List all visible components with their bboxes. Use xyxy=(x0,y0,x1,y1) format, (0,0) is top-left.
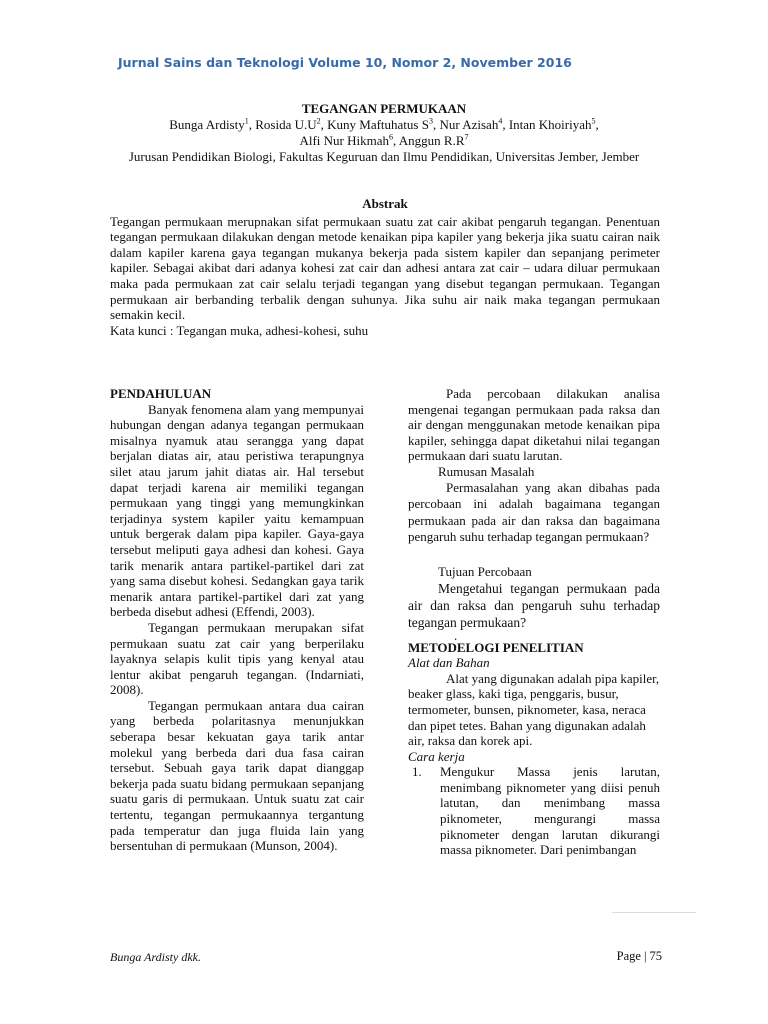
author-name: Alfi Nur Hikmah xyxy=(299,133,389,148)
keywords: Kata kunci : Tegangan muka, adhesi-kohesi, suhu xyxy=(110,322,369,338)
author-sup: 5 xyxy=(591,116,596,126)
author-sup: 6 xyxy=(389,132,393,142)
abstract-section xyxy=(110,196,660,338)
abstract-text: Tegangan permukaan merupnakan sifat permukaan suatu zat cair akibat pengaruh tegangan. Penentuan tegangan permukaan dilakukan dengan metode kenaikan pipa kapiler yang bekerja jika suatu cairan naik dalam kapiler karena gaya tegangan mukanya bekerja pada sistem kapiler dan sepanjang perimeter kapiler. Sebagai akibat dari adanya kohesi zat cair dan adhesi antara zat cair – udara diluar permukaan maka pada permukaan zat cair selalu terjadi tegangan yang disebut tegangan permukaan. Tegangan permukaan air berbanding terbalik dengan suhunya. Jika suhu air naik maka tegangan permukaan semakin kecil. xyxy=(110,213,660,323)
author-sup: 2 xyxy=(316,116,321,126)
right-column xyxy=(408,386,660,858)
paragraph: Tegangan permukaan antara dua cairan yang berbeda polaritasnya menunjukkan seberapa besar kekuatan gaya tarik antar molekul yang berbeda dari dua fasa cairan tersebut. Sebuah gaya tarik dapat dianggap bekerja pada suatu bidang permukaan sepanjang suatu garis di permukaan. Untuk suatu zat cair tertentu, tegangan permukaannya tergantung pada temperatur dan juga fluida lain yang bersentuhan di permukaan (Munson, 2004). xyxy=(110,697,364,854)
author-name: Kuny Maftuhatus S xyxy=(327,117,429,132)
spacer xyxy=(408,546,660,564)
stray-dot: . xyxy=(454,627,458,643)
author-name: Anggun R.R xyxy=(398,133,465,148)
section-heading-metodologi: METODELOGI PENELITIAN xyxy=(408,639,584,655)
page-label: Page xyxy=(616,949,641,963)
author-sup: 4 xyxy=(498,116,503,126)
author-name: Bunga Ardisty xyxy=(169,117,245,132)
list-item xyxy=(408,764,660,858)
authors-line-2: Alfi Nur Hikmah$^6$, Anggun $R.R^7$ xyxy=(299,132,469,148)
left-column xyxy=(110,386,364,854)
page-separator: | xyxy=(643,949,647,963)
affiliation: Jurusan Pendidikan Biologi, Fakultas Keguruan dan Ilmu Pendidikan, Universitas Jember, Jember xyxy=(128,149,640,164)
author-sup: 1 xyxy=(244,116,249,126)
author-name: Intan Khoiriyah xyxy=(508,117,592,132)
rumusan-heading: Rumusan Masalah xyxy=(438,463,535,479)
tujuan-text: Mengetahui tegangan permukaan pada air dan raksa dan pengaruh suhu terhadap tegangan permukaan? xyxy=(408,580,660,630)
author-sup: 7 xyxy=(464,132,469,142)
paragraph: Banyak fenomena alam yang mempunyai hubungan dengan adanya tegangan permukaan misalnya nyamuk atau serangga yang dapat berjalan diatas air, atau peristiwa terapungnya silet atau jarum jahit diatas air. Hal tersebut dapat terjadi karena air memiliki tegangan permukaan yang tinggi yang memungkinkan terjadinya system kapiler yaitu kemampuan untuk bergerak dalam pipa kapiler. Gaya-gaya tersebut meliputi gaya adhesi dan kohesi. Gaya tarik menarik antara partikel-partikel dari zat yang sama disebut kohesi. Sedangkan gaya tarik menarik antara partikel-partikel dari zat yang berbeda disebut adhesi (Effendi, 2003). xyxy=(110,401,364,620)
author-sup: 3 xyxy=(428,116,433,126)
divider xyxy=(612,912,696,913)
alat-text: Alat yang digunakan adalah pipa kapiler, beaker glass, kaki tiga, penggaris, busur, termometer, bunsen, piknometer, kasa, neraca dan pipet tetes. Bahan yang digunakan adalah air, raksa dan korek api. xyxy=(408,670,660,749)
paragraph: Tegangan permukaan merupakan sifat permukaan suatu zat cair yang berperilaku layaknya selapis kulit tipis yang kenyal atau lentur akibat pengaruh tegangan. (Indarniati, 2008). xyxy=(110,619,364,698)
tujuan-heading: Tujuan Percobaan xyxy=(438,563,532,579)
author-name: Rosida U.U xyxy=(255,117,317,132)
section-heading-pendahuluan: PENDAHULUAN xyxy=(110,386,212,401)
paragraph-intro: Pada percobaan dilakukan analisa mengenai tegangan permukaan pada raksa dan air dengan menggunakan metode kenaikan pipa kapiler, sehingga dapat diketahui nilai tegangan permukaan dari suatu larutan. xyxy=(408,386,660,464)
title-block xyxy=(108,101,660,165)
footer-author: Bunga Ardisty dkk. xyxy=(110,950,201,964)
journal-header: Jurnal Sains dan Teknologi Volume 10, Nomor 2, November 2016 xyxy=(118,55,572,70)
paper-title: TEGANGAN PERMUKAAN xyxy=(301,101,467,116)
footer-page xyxy=(617,949,662,964)
author-name: Nur Azisah xyxy=(439,117,499,132)
alat-heading: Alat dan Bahan xyxy=(408,655,490,671)
page-number: 75 xyxy=(649,949,662,963)
step-text: Mengukur Massa jenis larutan, menimbang piknometer yang diisi penuh latutan, dan menimbang massa piknometer, mengurangi massa piknometer dengan larutan dikurangi massa piknometer. Dari penimbangan xyxy=(440,764,660,858)
rumusan-text: Permasalahan yang akan dibahas pada percobaan ini adalah bagaimana tegangan permukaan pada air dan raksa dan bagaimana pengaruh suhu terhadap tegangan permukaan? xyxy=(408,479,660,545)
step-number: 1. xyxy=(412,764,422,780)
abstract-heading: Abstrak xyxy=(362,196,408,211)
steps-list xyxy=(408,764,660,858)
authors-line-1: Bunga Ardisty$^1$, Rosida $U.U^2$, Kuny Maftuhatus $S^3$, Nur Azisah$^4$, Intan Khoiriyah$^5$, xyxy=(169,116,599,132)
cara-heading: Cara kerja xyxy=(408,748,465,764)
